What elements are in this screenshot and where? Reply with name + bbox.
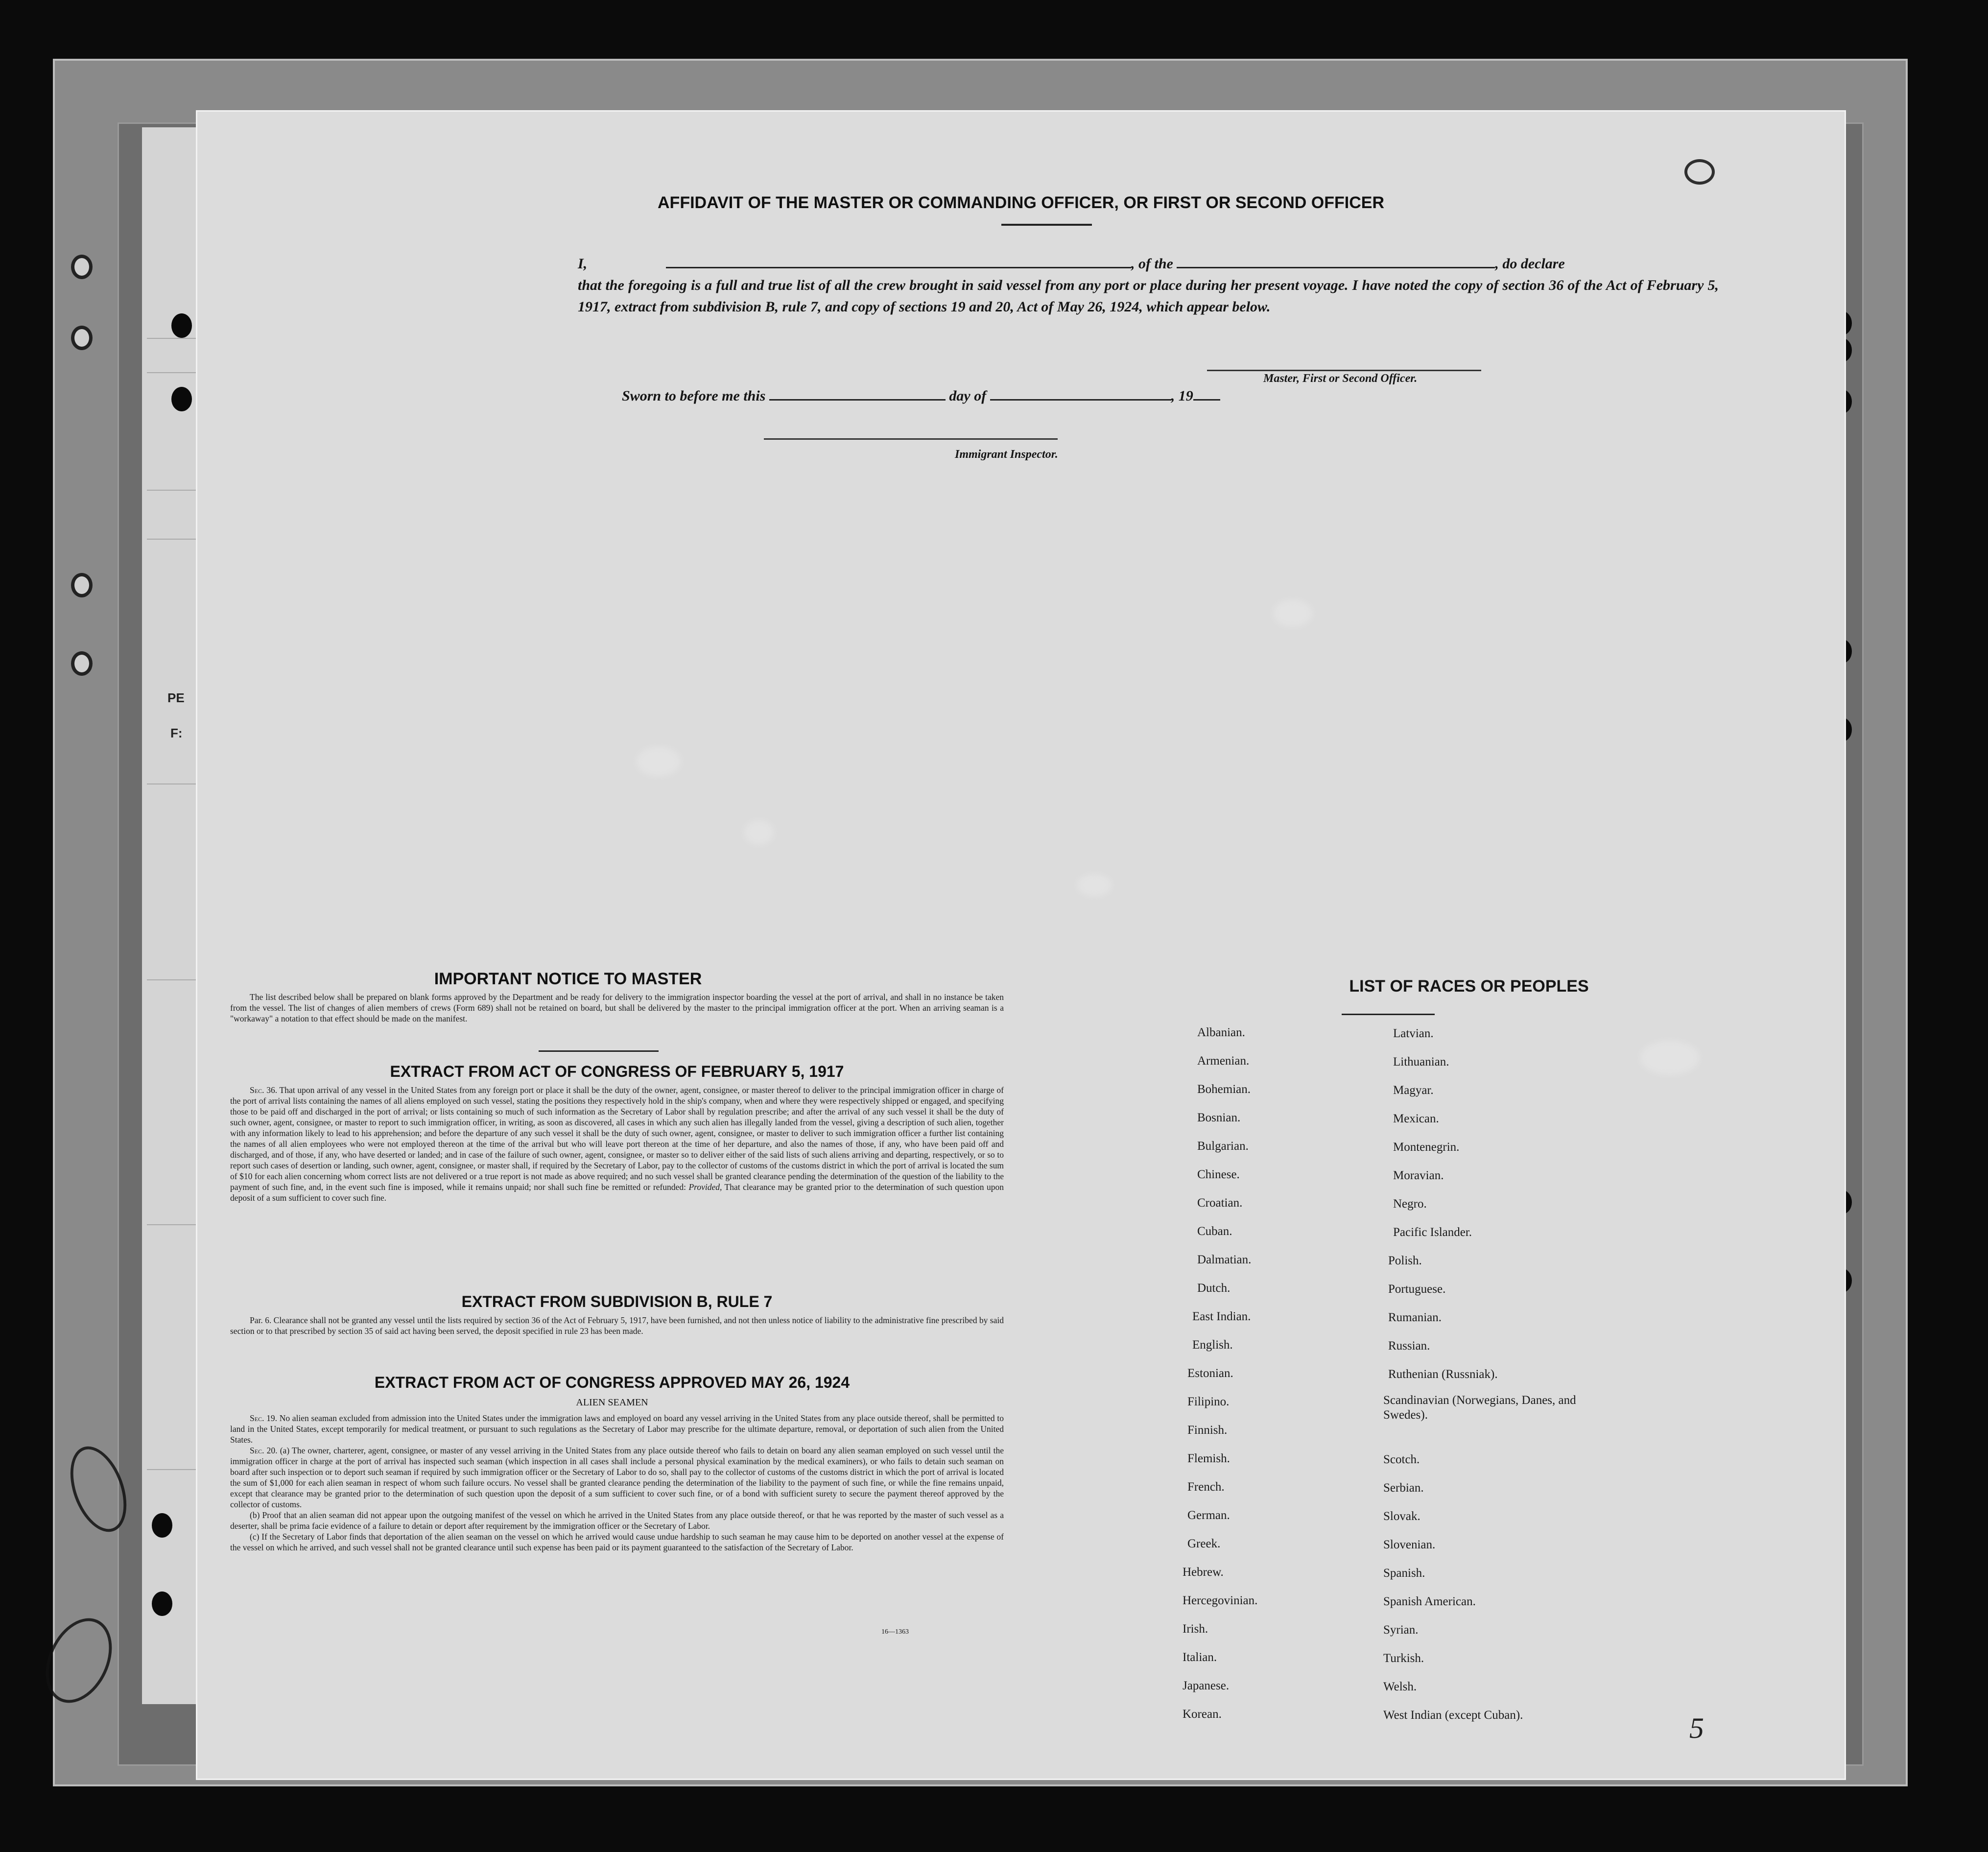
race-right: Spanish. [1383, 1567, 1425, 1580]
proviso-label: Provided, [688, 1182, 722, 1192]
form-page [196, 110, 1846, 1780]
race-left: Korean. [1183, 1708, 1222, 1721]
races-title: LIST OF RACES OR PEOPLES [1349, 977, 1589, 996]
race-right: Mexican. [1393, 1112, 1439, 1125]
sec-20c-text: (c) If the Secretary of Labor finds that deportation of the alien seaman on the vessel on which he arrived would cause undue hardship to such seaman he may cause him to be deported on another vessel at the expense of the vessel on which he arrived, and such vessel shall not be granted clearance until such expense has been paid or its payment guaranteed to the satisfaction of the Secretary of Labor. [230, 1532, 1004, 1552]
race-right: Lithuanian. [1393, 1055, 1449, 1068]
race-right: Welsh. [1383, 1680, 1417, 1693]
race-left: Greek. [1187, 1537, 1221, 1550]
binder-hole [71, 651, 93, 676]
master-signature-line[interactable] [1207, 370, 1481, 371]
race-left: French. [1187, 1480, 1225, 1494]
affidavit-body [578, 252, 1719, 318]
inspector-label: Immigrant Inspector. [955, 448, 1058, 461]
day-of-label: day of [949, 388, 987, 404]
extract-1917-text [230, 1085, 1004, 1203]
of-the-label: , of the [1131, 256, 1173, 272]
form-number: 16—1363 [881, 1628, 909, 1636]
declare-label: , do declare [1495, 256, 1565, 272]
race-left: Irish. [1183, 1622, 1208, 1636]
sworn-year-field[interactable] [1193, 384, 1220, 401]
race-left: Italian. [1183, 1651, 1217, 1664]
race-right: Turkish. [1383, 1652, 1424, 1665]
pencil-mark [1684, 159, 1715, 185]
race-left: Bohemian. [1197, 1083, 1251, 1096]
binder-hole [152, 1513, 172, 1538]
binder-hole [171, 387, 192, 411]
race-right: Spanish American. [1383, 1595, 1476, 1608]
race-right: Pacific Islander. [1393, 1226, 1472, 1239]
binder-hole [171, 313, 192, 338]
race-left: Cuban. [1197, 1225, 1232, 1238]
margin-mark: F: [170, 726, 183, 740]
ruled-line [147, 1224, 196, 1225]
race-right: Scotch. [1383, 1453, 1420, 1466]
race-right: Russian. [1388, 1339, 1430, 1353]
race-left: Dutch. [1197, 1282, 1231, 1295]
race-left: Estonian. [1187, 1367, 1233, 1380]
race-left: Armenian. [1197, 1054, 1250, 1068]
ruled-line [147, 1469, 196, 1470]
race-left: Albanian. [1197, 1026, 1245, 1039]
race-left: Filipino. [1187, 1395, 1230, 1408]
sec-36-label: Sec. 36. [250, 1085, 278, 1095]
affidavit-title: AFFIDAVIT OF THE MASTER OR COMMANDING OFFICER, OR FIRST OR SECOND OFFICER [658, 193, 1384, 212]
corner-mark: 5 [1689, 1712, 1704, 1744]
sworn-month-field[interactable] [990, 384, 1171, 401]
sworn-label: Sworn to before me this [622, 388, 766, 404]
year-label: , 19 [1171, 388, 1193, 404]
extract-1917-title: EXTRACT FROM ACT OF CONGRESS OF FEBRUARY 5, 1917 [390, 1063, 844, 1080]
sec-20b-text: (b) Proof that an alien seaman did not appear upon the outgoing manifest of the vessel on which he arrived in the United States from any place outside thereof, or that he was reported by the master of such vessel as a deserter, shall be prima facie evidence of a failure to detain or deport after requirement by the immigration officer or the Secretary of Labor. [230, 1510, 1004, 1531]
vessel-name-field[interactable] [1177, 252, 1495, 268]
sworn-line [622, 384, 1220, 404]
race-left: Hebrew. [1183, 1566, 1224, 1579]
sec-36-text: That upon arrival of any vessel in the United States from any foreign port or place it shall be the duty of the owner, agent, consignee, or master thereof to deliver to the principal immigration officer in charge of the port of arrival lists containing the names of all aliens employed on such vessel, stating the positions they respectively hold in the ship's company, when and where they were respectively shipped or engaged, and specifying those to be paid off and discharged in the port of arrival; or lists containing so much of such information as the Secretary of Labor shall by regulation prescribe; and after the arrival of any such vessel it shall be the duty of such owner, agent, consignee, or master to report to such immigration officer, in writing, as soon as discovered, all cases in which any such alien has illegally landed from the vessel, giving a description of such alien, together with any information likely to lead to his apprehension; and before the departure of any such vessel it shall be the duty of such owner, agent, consignee, or master to deliver to such immigration officer a further list containing the names of all alien employees who were not employed thereon at the time of the arrival but who will leave port thereon at the time of her departure, and also the names of those, if any, who have been paid off and discharged, and of those, if any, who have deserted or landed; and in case of the failure of such owner, agent, consignee, or master so to deliver either of the said lists of such aliens arriving and departing, respectively, or so to report such cases of desertion or landing, such owner, agent, consignee, or master shall, if required by the Secretary of Labor, pay to the collector of customs of the customs district in which the port of arrival is located the sum of $10 for each alien concerning whom correct lists are not delivered or a true report is not made as above required; and no such vessel shall be granted clearance pending the determination of the question of the liability to the payment of such fine, and, in the event such fine is imposed, while it remains unpaid; nor shall such fine be remitted or refunded: [230, 1085, 1004, 1192]
ruled-line [147, 490, 196, 491]
ruled-line [147, 372, 196, 373]
sec-19-text: No alien seaman excluded from admission into the United States under the immigration laws and employed on board any vessel arriving in the United States from any place outside thereof, shall be permitted to land in the United States, except temporarily for medical treatment, or pursuant to such regulations as the Secretary of Labor may prescribe for the ultimate departure, removal, or deportation of such alien from the United States. [230, 1413, 1004, 1445]
race-left: Bulgarian. [1197, 1140, 1249, 1153]
race-left: Japanese. [1183, 1679, 1230, 1692]
binder-hole [71, 326, 93, 350]
paper-speck [744, 820, 774, 845]
race-right: Latvian. [1393, 1027, 1434, 1040]
race-right: Ruthenian (Russniak). [1388, 1368, 1498, 1381]
race-right: Magyar. [1393, 1084, 1434, 1097]
margin-mark: PE [167, 690, 185, 705]
race-right: Rumanian. [1388, 1311, 1442, 1324]
extract-1924-text [230, 1413, 1004, 1553]
sec-20a-text: (a) The owner, charterer, agent, consignee, or master of any vessel arriving in the United States from any place outside thereof who fails to detain on board any alien seaman employed on such vessel until the immigration officer in charge at the port of arrival has inspected such seaman (which inspection in all cases shall include a personal physical examination by the medical examiners), or who fails to detain such seaman on board after such inspection or to deport such seaman if required by such immigration officer or the Secretary of Labor to do so, shall pay to the collector of customs of the customs district in which the port of arrival is located the sum of $1,000 for each alien seaman in respect of whom such failure occurs. No vessel shall be granted clearance pending the determination of the liability to the payment of such fine, or while the fine remains unpaid, except that clearance may be granted prior to the determination of such question upon the deposit of a sum sufficient to cover such fine, or of a bond with sufficient surety to secure the payment thereof approved by the collector of customs. [230, 1446, 1004, 1509]
race-left: Chinese. [1197, 1168, 1240, 1181]
race-right: Polish. [1388, 1254, 1422, 1267]
race-left: Dalmatian. [1197, 1253, 1252, 1266]
sworn-day-field[interactable] [769, 384, 946, 401]
race-right: Portuguese. [1388, 1282, 1446, 1296]
alien-seamen-subtitle: ALIEN SEAMEN [576, 1397, 648, 1408]
affidavit-statement: that the foregoing is a full and true list of all the crew brought in said vessel from any port or place during her present voyage. I have noted the copy of section 36 of the Act of February 5, 1917, extract from subdivision B, rule 7, and copy of sections 19 and 20, Act of May 26, 1924, which appear below. [578, 277, 1719, 315]
ruled-line [147, 539, 196, 540]
race-right: Montenegrin. [1393, 1140, 1460, 1154]
race-right: Negro. [1393, 1197, 1427, 1211]
race-left: Croatian. [1197, 1196, 1243, 1210]
ruled-line [147, 979, 196, 980]
race-right: Slovenian. [1383, 1538, 1436, 1551]
notice-text: The list described below shall be prepared on blank forms approved by the Department and be ready for delivery to the immigration inspector boarding the vessel at the port of arrival, and shall in no instance be taken from the vessel. The list of changes of alien members of crews (Form 689) shall not be retained on board, but shall be delivered by the master to the principal immigration officer at the port. When an arriving seaman is a "workaway" a notation to that effect should be made on the manifest. [230, 992, 1004, 1023]
binder-hole [71, 573, 93, 597]
notice-title: IMPORTANT NOTICE TO MASTER [434, 970, 702, 988]
extract-1924-title: EXTRACT FROM ACT OF CONGRESS APPROVED MAY 26, 1924 [374, 1374, 850, 1391]
proviso-text: That clearance may be granted prior to the determination of such question upon deposit of a sum sufficient to cover such fine. [230, 1182, 1004, 1203]
declarant-prefix: I, [578, 256, 588, 272]
race-left: Flemish. [1187, 1452, 1230, 1465]
master-signature-label: Master, First or Second Officer. [1263, 372, 1418, 385]
sec-20-label: Sec. 20. [250, 1446, 278, 1455]
declarant-name-field[interactable] [666, 252, 1131, 268]
paper-speck [1273, 600, 1312, 627]
inspector-signature-line[interactable] [764, 438, 1058, 440]
race-right: Scandinavian (Norwegians, Danes, and Swedes). [1383, 1394, 1576, 1422]
section-rule [539, 1050, 659, 1052]
race-left: East Indian. [1192, 1310, 1251, 1323]
race-left: German. [1187, 1509, 1230, 1522]
race-right: West Indian (except Cuban). [1383, 1709, 1523, 1722]
extract-rule7-text: Par. 6. Clearance shall not be granted any vessel until the lists required by section 36 of the Act of February 5, 1917, have been furnished, and not then unless notice of liability to the administrative fine prescribed by said section or to that prescribed by section 35 of said act having been served, the deposit specified in rule 23 has been made. [230, 1315, 1004, 1336]
race-left: Hercegovinian. [1183, 1594, 1258, 1607]
race-right: Moravian. [1393, 1169, 1444, 1182]
paper-speck [637, 747, 681, 776]
race-left: Bosnian. [1197, 1111, 1241, 1124]
binder-hole [71, 255, 93, 279]
title-rule [1001, 224, 1092, 226]
paper-speck [1077, 874, 1112, 896]
extract-rule7-title: EXTRACT FROM SUBDIVISION B, RULE 7 [461, 1293, 773, 1310]
paper-speck [1640, 1041, 1699, 1075]
race-left: English. [1192, 1338, 1233, 1352]
race-right: Serbian. [1383, 1481, 1424, 1495]
race-right: Slovak. [1383, 1510, 1420, 1523]
race-left: Finnish. [1187, 1424, 1228, 1437]
sec-19-label: Sec. 19. [250, 1413, 278, 1423]
races-rule [1342, 1014, 1435, 1015]
race-right: Syrian. [1383, 1623, 1419, 1637]
ruled-line [147, 338, 196, 339]
binder-hole [152, 1591, 172, 1616]
